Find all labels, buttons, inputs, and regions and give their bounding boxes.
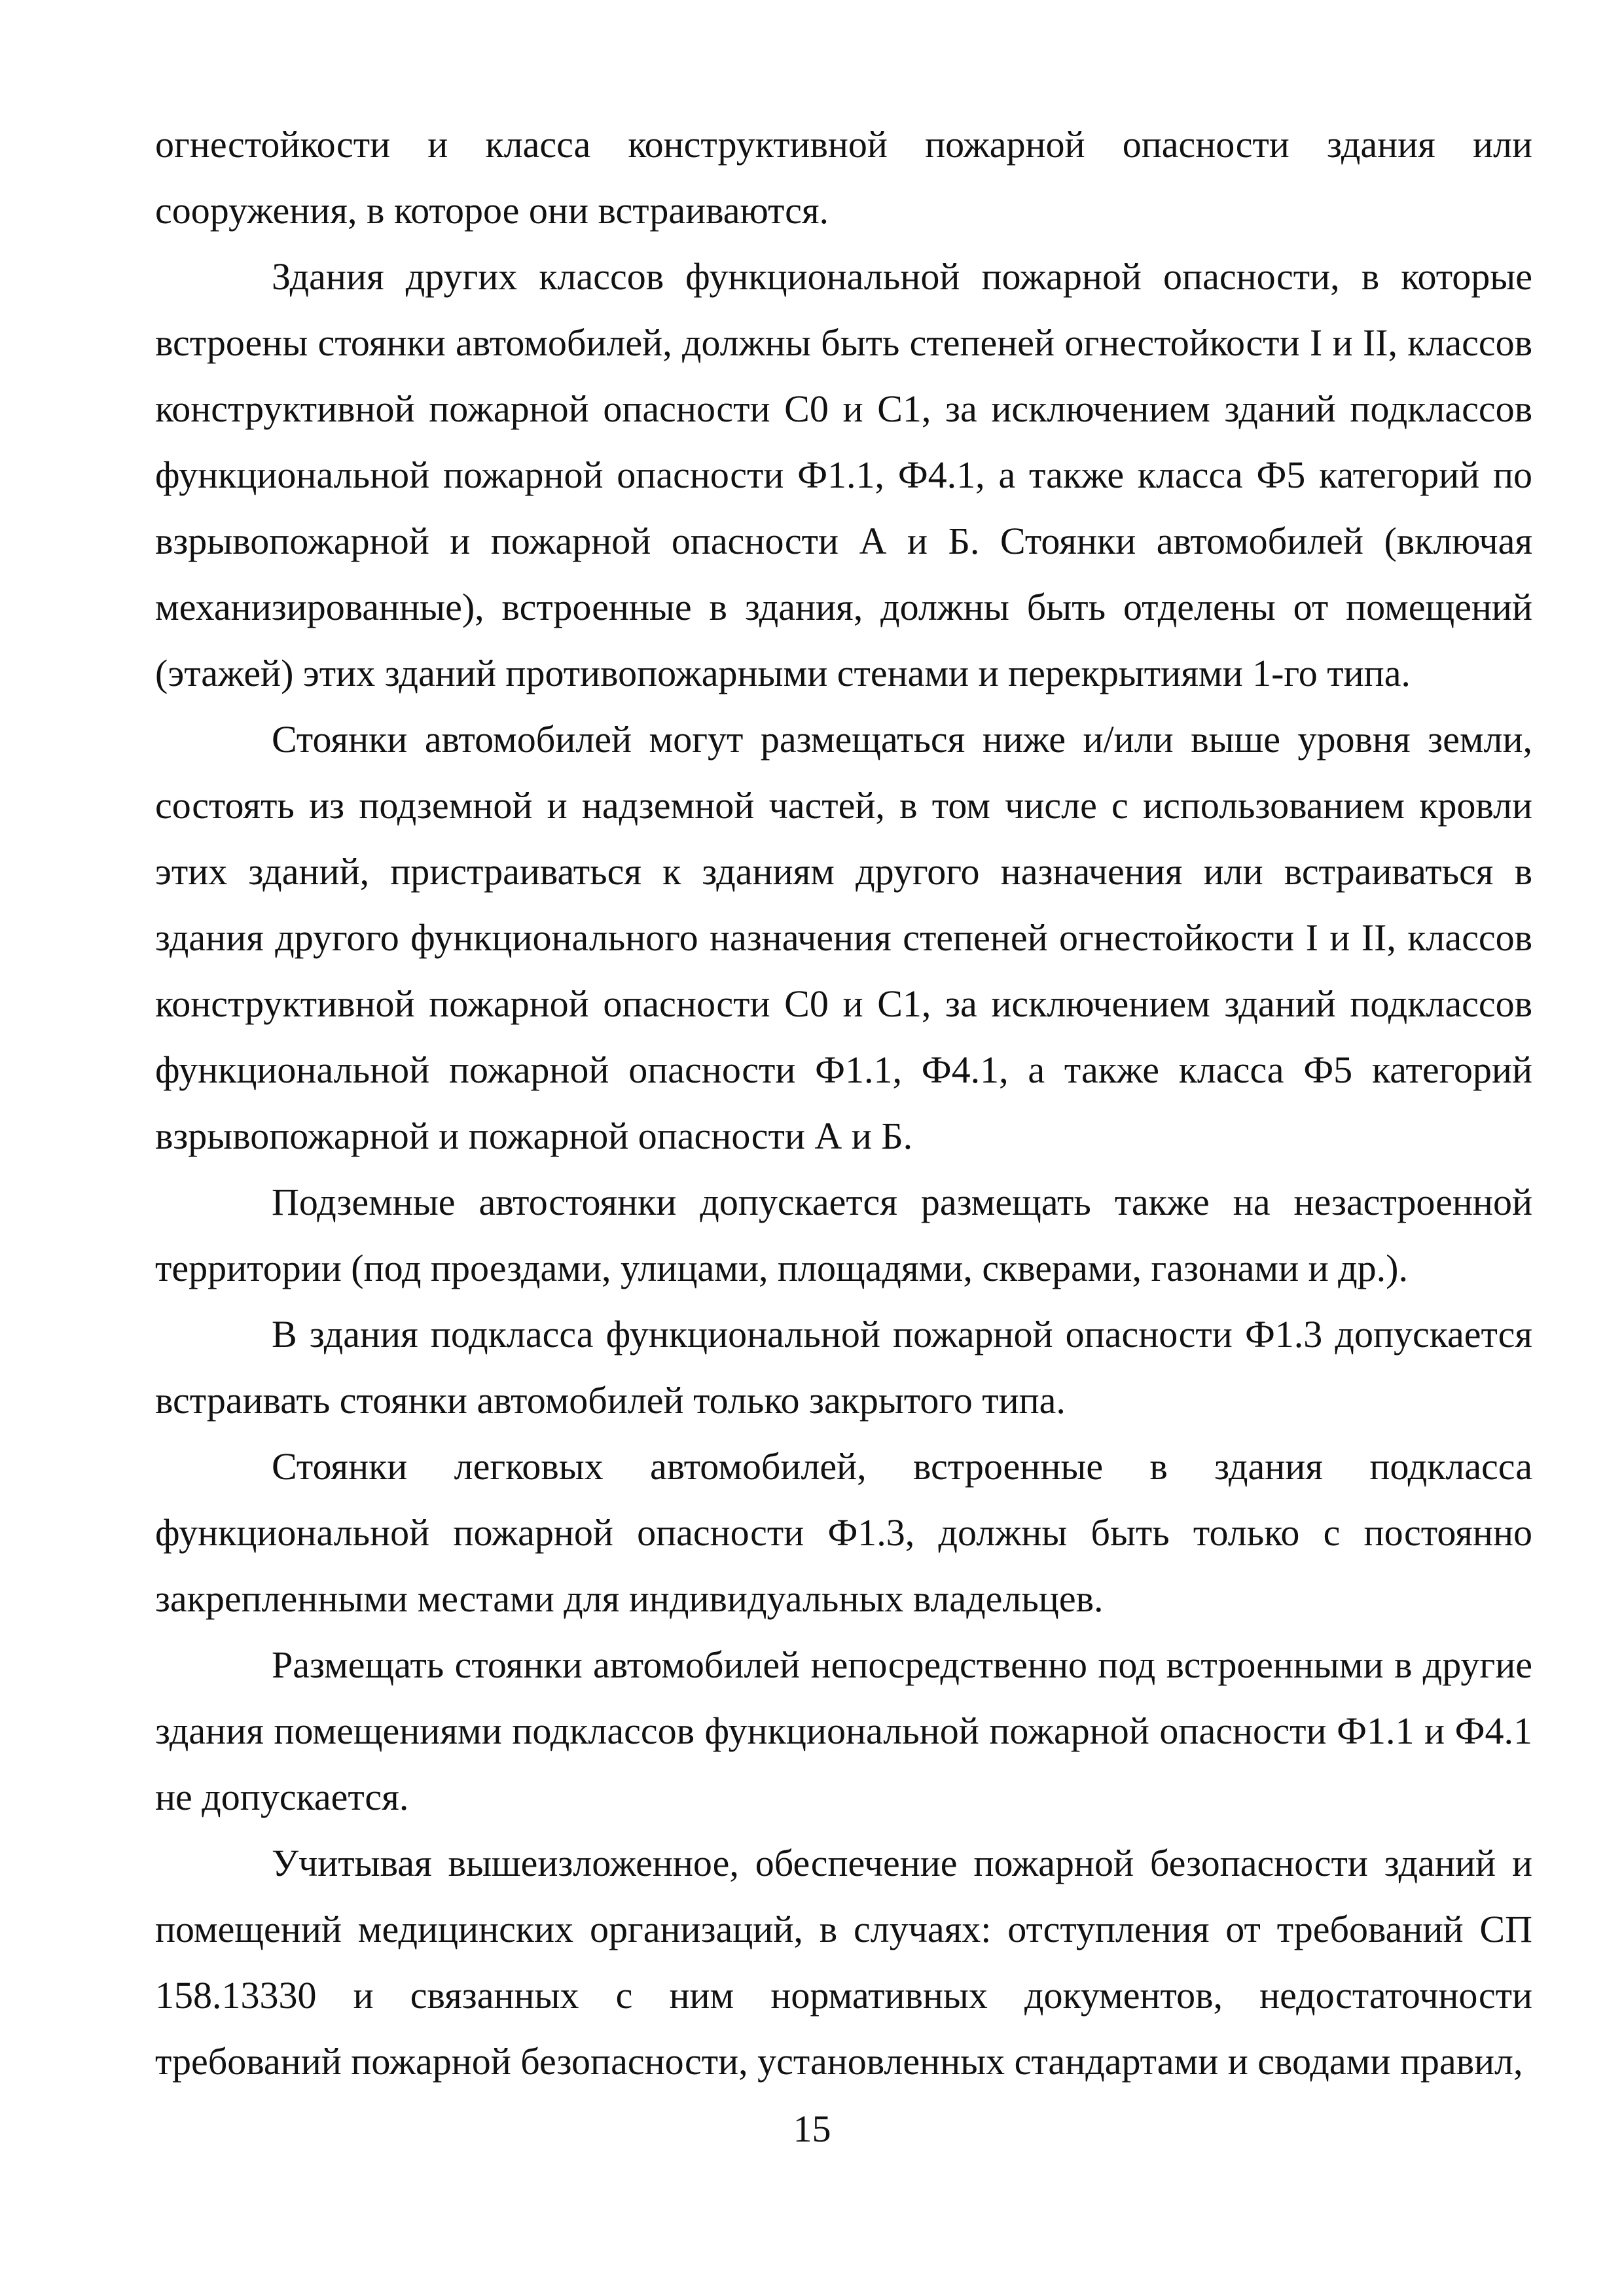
paragraph: Размещать стоянки автомобилей непосредственно под встроенными в другие здания помещениями подклассов функциональной пожарной опасности Ф1.1 и Ф4.1 не допускается.: [155, 1643, 1532, 1818]
paragraph: Подземные автостоянки допускается размещать также на незастроенной территории (под проездами, улицами, площадями, скверами, газонами и др.).: [155, 1181, 1532, 1289]
paragraph: Здания других классов функциональной пожарной опасности, в которые встроены стоянки автомобилей, должны быть степеней огнестойкости I и II, классов конструктивной пожарной опасности С0 и С1, за исключением зданий подклассов функциональной пожарной опасности Ф1.1, Ф4.1, а также класса Ф5 категорий по взрывопожарной и пожарной опасности А и Б. Стоянки автомобилей (включая механизированные), встроенные в здания, должны быть отделены от помещений (этажей) этих зданий противопожарными стенами и перекрытиями 1-го типа.: [155, 255, 1532, 694]
page-number: 15: [793, 2108, 831, 2150]
paragraph: В здания подкласса функциональной пожарной опасности Ф1.3 допускается встраивать стоянки автомобилей только закрытого типа.: [155, 1313, 1532, 1422]
paragraph: Стоянки автомобилей могут размещаться ниже и/или выше уровня земли, состоять из подземной и надземной частей, в том числе с использованием кровли этих зданий, пристраиваться к зданиям другого назначения или встраиваться в здания другого функционального назначения степеней огнестойкости I и II, классов конструктивной пожарной опасности С0 и С1, за исключением зданий подклассов функциональной пожарной опасности Ф1.1, Ф4.1, а также класса Ф5 категорий взрывопожарной и пожарной опасности А и Б.: [155, 718, 1532, 1157]
body-text: [155, 111, 1532, 2094]
paragraph: Учитывая вышеизложенное, обеспечение пожарной безопасности зданий и помещений медицинских организаций, в случаях: отступления от требований СП 158.13330 и связанных с ним нормативных документов, недостаточности требований пожарной безопасности, установленных стандартами и сводами правил,: [155, 1842, 1532, 2083]
paragraph-continuation: огнестойкости и класса конструктивной пожарной опасности здания или сооружения, в которое они встраиваются.: [155, 123, 1532, 232]
paragraph: Стоянки легковых автомобилей, встроенные в здания подкласса функциональной пожарной опасности Ф1.3, должны быть только с постоянно закрепленными местами для индивидуальных владельцев.: [155, 1445, 1532, 1620]
